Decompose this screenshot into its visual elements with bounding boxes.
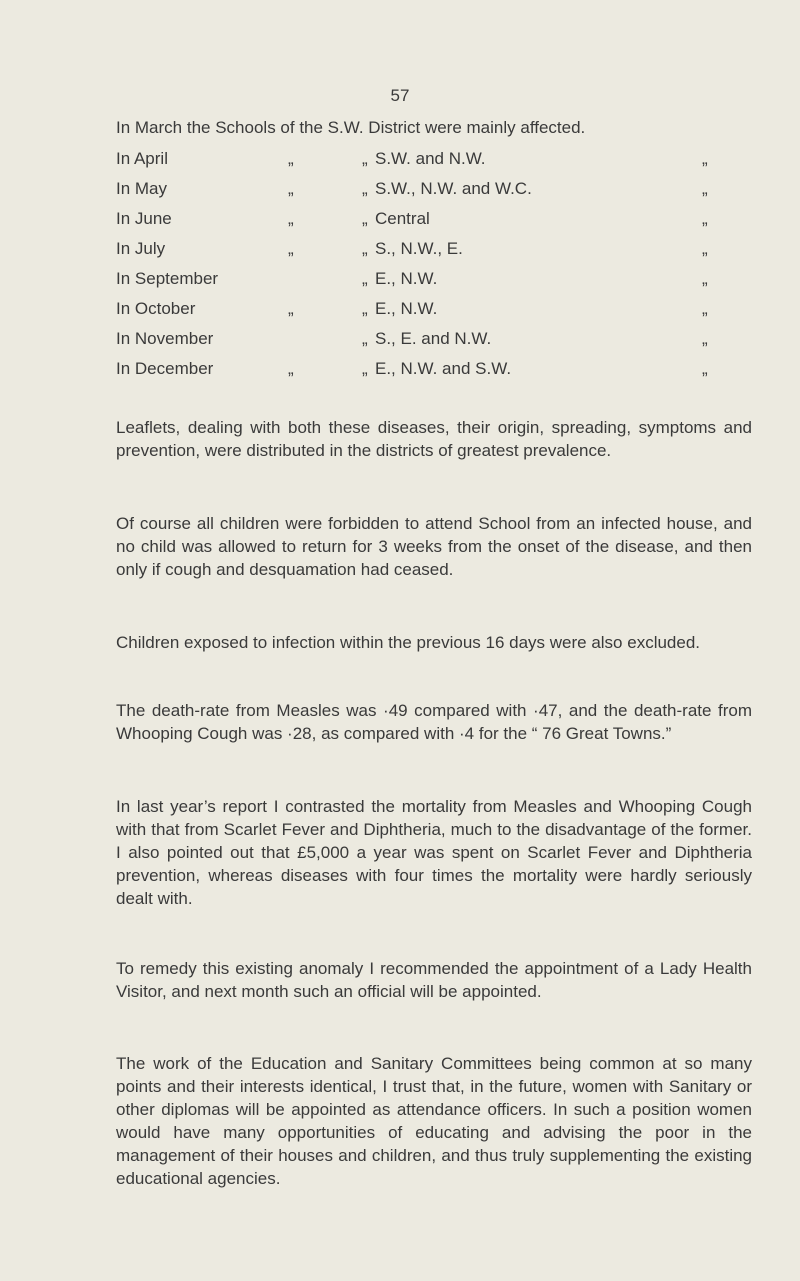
schedule-month: In June	[116, 209, 172, 228]
schedule-district: S., E. and N.W.	[375, 329, 492, 348]
ditto-mark: „	[288, 209, 294, 228]
intro-line: In March the Schools of the S.W. District were mainly affected.	[116, 118, 586, 137]
ditto-mark: „	[702, 359, 708, 378]
ditto-mark: „	[702, 329, 708, 348]
schedule-district: S., N.W., E.	[375, 239, 463, 258]
schedule-month: In October	[116, 299, 196, 318]
schedule-month: In September	[116, 269, 219, 288]
ditto-mark: „	[362, 209, 368, 228]
schedule-district: E., N.W. and S.W.	[375, 359, 512, 378]
schedule-month: In May	[116, 179, 168, 198]
ditto-mark: „	[288, 149, 294, 168]
ditto-mark: „	[362, 329, 368, 348]
schedule-district: S.W., N.W. and W.C.	[375, 179, 532, 198]
paragraph: Of course all children were forbidden to attend School from an infected house, and no child was allowed to return for 3 weeks from the onset of the disease, and then only if cough and desquamation had ceased.	[116, 514, 752, 579]
ditto-mark: „	[362, 299, 368, 318]
ditto-mark: „	[702, 209, 708, 228]
paragraph: Children exposed to infection within the previous 16 days were also excluded.	[116, 633, 701, 652]
ditto-mark: „	[702, 179, 708, 198]
schedule-month: In December	[116, 359, 214, 378]
ditto-mark: „	[288, 299, 294, 318]
ditto-mark: „	[362, 359, 368, 378]
ditto-mark: „	[288, 179, 294, 198]
paragraph: The work of the Education and Sanitary Committees being common at so many points and their interests identical, I trust that, in the future, women with Sanitary or other diplomas will be appointed as attendance officers. In such a position women would have many opportunities of educating and advising the poor in the management of their houses and children, and thus truly supplementing the existing educational agencies.	[116, 1054, 752, 1188]
paragraph: The death-rate from Measles was ·49 compared with ·47, and the death-rate from Whooping Cough was ·28, as compared with ·4 for the “ 76 Great Towns.”	[116, 701, 752, 743]
ditto-mark: „	[702, 149, 708, 168]
page-number: 57	[390, 86, 410, 105]
schedule-row	[116, 179, 756, 203]
ditto-mark: „	[702, 299, 708, 318]
schedule-row	[116, 149, 756, 173]
paragraph: To remedy this existing anomaly I recommended the appointment of a Lady Health Visitor, and next month such an official will be appointed.	[116, 959, 752, 1001]
schedule-district: S.W. and N.W.	[375, 149, 486, 168]
schedule-row	[116, 329, 756, 353]
paragraph: Leaflets, dealing with both these diseases, their origin, spreading, symptoms and prevention, were distributed in the districts of greatest prevalence.	[116, 418, 752, 460]
schedule-month: In April	[116, 149, 168, 168]
ditto-mark: „	[362, 149, 368, 168]
ditto-mark: „	[362, 269, 368, 288]
ditto-mark: „	[288, 359, 294, 378]
ditto-mark: „	[288, 239, 294, 258]
schedule-district: E., N.W.	[375, 269, 438, 288]
ditto-mark: „	[702, 269, 708, 288]
paragraph: In last year’s report I contrasted the mortality from Measles and Whooping Cough with that from Scarlet Fever and Diphtheria, much to the disadvantage of the former. I also pointed out that £5,000 a year was spent on Scarlet Fever and Diphtheria prevention, whereas diseases with four times the mortality were hardly seriously dealt with.	[116, 797, 752, 908]
schedule-month: In July	[116, 239, 166, 258]
schedule-row	[116, 209, 756, 233]
ditto-mark: „	[362, 239, 368, 258]
schedule-district: Central	[375, 209, 430, 228]
schedule-district: E., N.W.	[375, 299, 438, 318]
schedule-row	[116, 239, 756, 263]
schedule-row	[116, 359, 756, 383]
schedule-row	[116, 269, 756, 293]
ditto-mark: „	[702, 239, 708, 258]
schedule-month: In November	[116, 329, 214, 348]
schedule-row	[116, 299, 756, 323]
ditto-mark: „	[362, 179, 368, 198]
